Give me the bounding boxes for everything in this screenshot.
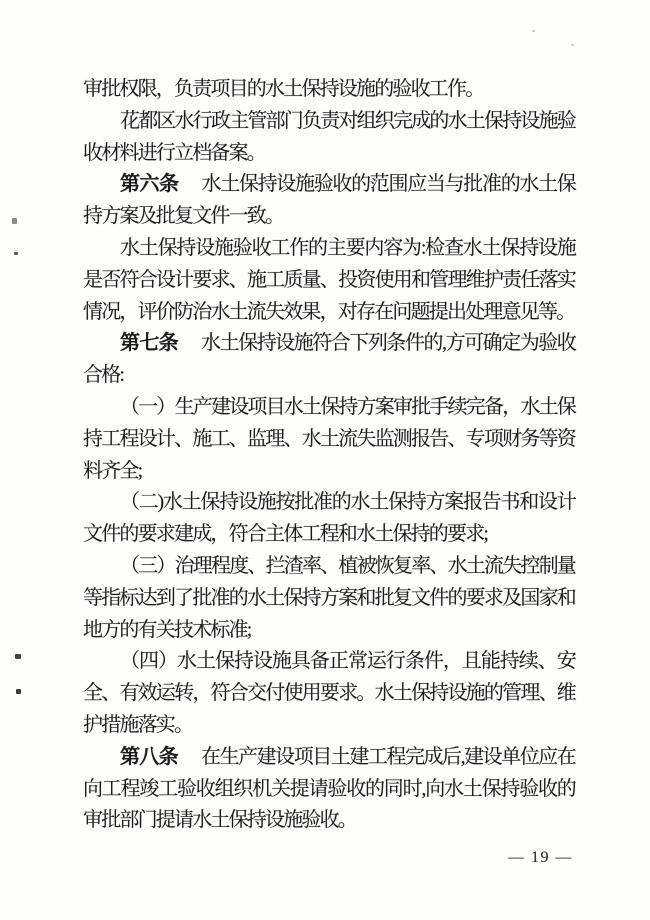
paragraph [83,646,575,741]
paragraph-text: 审批权限，负责项目的水土保持设施的验收工作。 [83,78,484,100]
paragraph [83,169,575,233]
paragraph [83,106,575,170]
page-number: — 19 — [508,849,573,866]
paragraph-text: 花都区水行政主管部门负责对组织完成的水土保持设施验收材料进行立档备案。 [83,109,575,164]
article-lead: 第七条 [120,332,179,355]
paragraph [83,392,575,487]
paragraph-text: 在生产建设项目土建工程完成后,建设单位应在向工程竣工验收组织机关提请验收的同时,向水土保持验收的审批部门提请水土保持设施验收。 [83,745,576,832]
paragraph-text: 水土保持设施验收工作的主要内容为:检查水土保持设施是否符合设计要求、施工质量、投资使用和管理维护责任落实情况，评价防治水土流失效果，对存在问题提出处理意见等。 [83,236,575,323]
article-lead: 第六条 [120,173,179,196]
paragraph-text: （二)水土保持设施按批准的水土保持方案报告书和设计文件的要求建成，符合主体工程和水土保持的要求; [83,491,575,546]
scan-speck [532,30,535,32]
scan-speck [571,44,574,46]
page-content [83,74,575,837]
scan-speck [15,654,21,659]
paragraph-text: 水土保持设施符合下列条件的,方可确定为验收合格: [83,332,576,387]
paragraph [83,487,575,551]
paragraph [83,742,575,837]
paragraph-text: （一）生产建设项目水土保持方案审批手续完备，水土保持工程设计、施工、监理、水土流失监测报告、专项财务等资料齐全; [83,395,575,482]
paragraph [83,328,575,392]
paragraph [83,233,575,328]
scan-speck [16,689,21,694]
article-lead: 第八条 [120,745,179,768]
paragraph-text: （三）治理程度、拦渣率、植被恢复率、水土流失控制量等指标达到了批准的水土保持方案和批复文件的要求及国家和地方的有关技术标准; [83,554,575,641]
scan-speck [14,252,18,255]
paragraph [83,74,575,106]
scan-speck [12,218,17,224]
paragraph [83,551,575,646]
paragraph-text: （四）水土保持设施具备正常运行条件，且能持续、安全、有效运转，符合交付使用要求。水土保持设施的管理、维护措施落实。 [83,650,575,736]
paragraph-text: 水土保持设施验收的范围应当与批准的水土保持方案及批复文件一致。 [83,173,575,228]
